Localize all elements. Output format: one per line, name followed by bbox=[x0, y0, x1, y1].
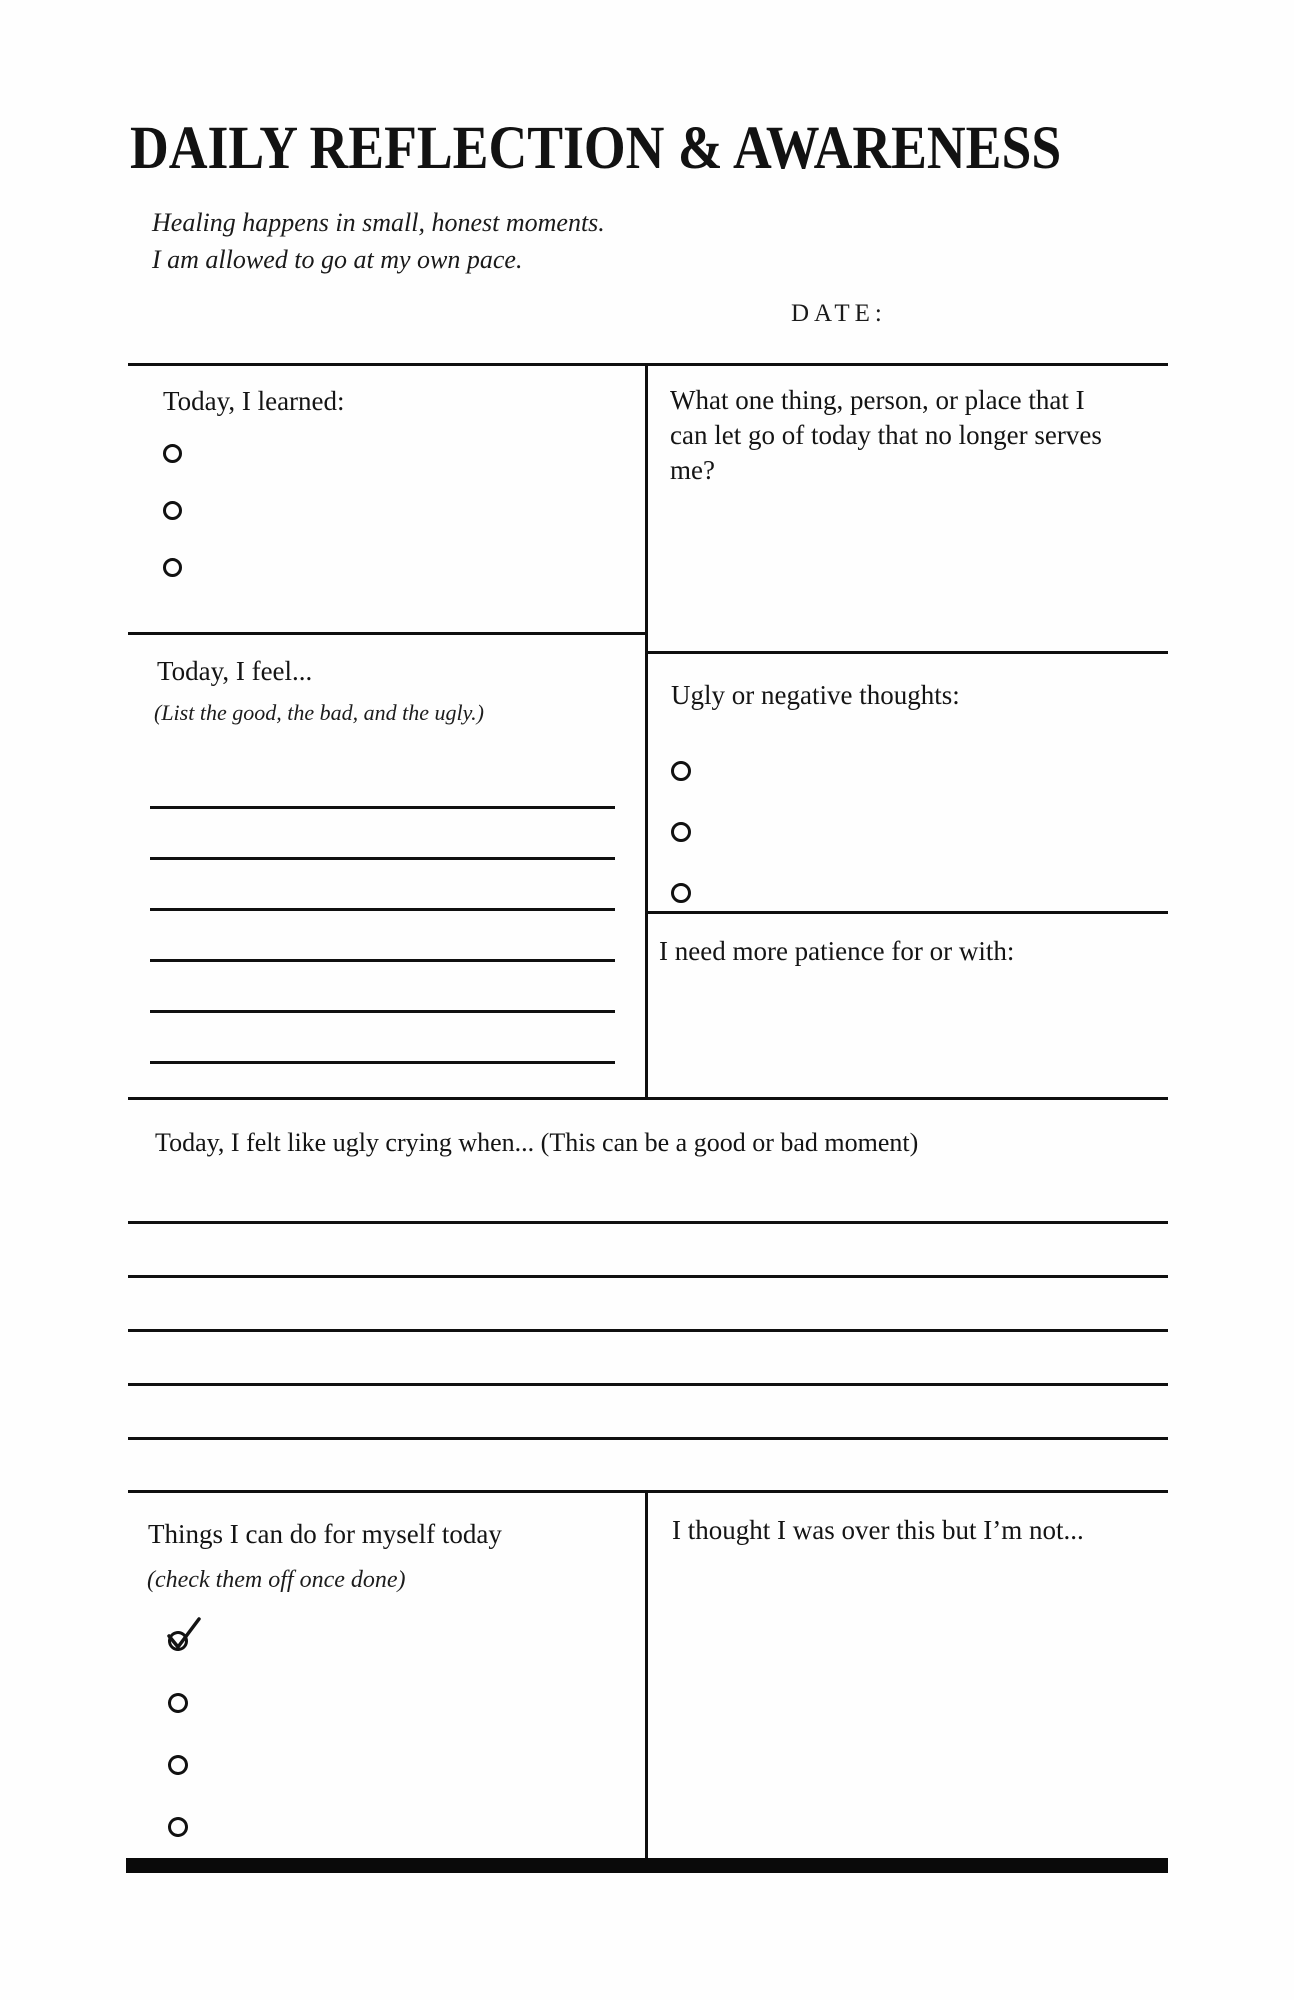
feel-note: (List the good, the bad, and the ugly.) bbox=[154, 700, 484, 725]
feel-title: Today, I feel... bbox=[157, 656, 313, 686]
bullet-circle-icon bbox=[163, 501, 182, 520]
bullet-circle-icon bbox=[671, 822, 691, 842]
writing-line bbox=[150, 959, 615, 962]
circle-icon bbox=[167, 1692, 190, 1715]
writing-line bbox=[150, 1010, 615, 1013]
date-label: DATE: bbox=[791, 300, 887, 327]
bottom-grid-top-rule bbox=[128, 1490, 1168, 1493]
writing-line bbox=[150, 806, 615, 809]
patience-title: I need more patience for or with: bbox=[659, 936, 1015, 966]
ugly-crying-title: Today, I felt like ugly crying when... (This can be a good or bad moment) bbox=[155, 1128, 919, 1157]
negative-thoughts-title: Ugly or negative thoughts: bbox=[671, 680, 960, 710]
affirmation-line-1: Healing happens in small, honest moments. bbox=[152, 208, 605, 237]
writing-line bbox=[128, 1329, 1168, 1332]
checkbox-circle bbox=[168, 1755, 188, 1775]
self-care-note: (check them off once done) bbox=[147, 1567, 406, 1593]
circle-icon bbox=[167, 1754, 190, 1777]
affirmation-line-2: I am allowed to go at my own pace. bbox=[152, 245, 523, 274]
affirmation-text bbox=[152, 204, 605, 278]
writing-line bbox=[150, 908, 615, 911]
learned-bullet-list bbox=[163, 444, 182, 577]
bullet-circle-icon bbox=[671, 883, 691, 903]
writing-line bbox=[128, 1221, 1168, 1224]
learned-title: Today, I learned: bbox=[163, 386, 345, 416]
bullet-circle-icon bbox=[163, 444, 182, 463]
writing-line bbox=[128, 1383, 1168, 1386]
writing-line bbox=[150, 857, 615, 860]
writing-line bbox=[150, 1061, 615, 1064]
writing-line bbox=[128, 1275, 1168, 1278]
feel-writing-lines bbox=[150, 806, 615, 1112]
check-icon bbox=[163, 1614, 203, 1652]
checkbox-circle-checked bbox=[168, 1631, 188, 1651]
right-cell-divider-1 bbox=[645, 651, 1168, 654]
left-cell-divider bbox=[128, 632, 647, 635]
bottom-grid-vertical-divider bbox=[645, 1490, 648, 1860]
self-care-title: Things I can do for myself today bbox=[148, 1519, 502, 1549]
not-over-prompt: I thought I was over this but I’m not... bbox=[672, 1515, 1084, 1545]
let-go-prompt: What one thing, person, or place that I can let go of today that no longer serves me? bbox=[670, 385, 1102, 485]
grid-top-rule bbox=[128, 363, 1168, 366]
self-care-checklist bbox=[168, 1631, 188, 1837]
page-title: DAILY REFLECTION & AWARENESS bbox=[130, 115, 1062, 182]
bullet-circle-icon bbox=[163, 558, 182, 577]
grid-vertical-divider bbox=[645, 363, 648, 1100]
bottom-thick-rule bbox=[126, 1858, 1168, 1873]
checkbox-circle bbox=[168, 1693, 188, 1713]
checkbox-circle bbox=[168, 1817, 188, 1837]
bullet-circle-icon bbox=[671, 761, 691, 781]
right-cell-divider-2 bbox=[645, 911, 1168, 914]
circle-icon bbox=[167, 1816, 190, 1839]
ugly-crying-writing-lines bbox=[128, 1221, 1168, 1491]
negative-thoughts-bullet-list bbox=[671, 761, 691, 903]
writing-line bbox=[128, 1437, 1168, 1440]
